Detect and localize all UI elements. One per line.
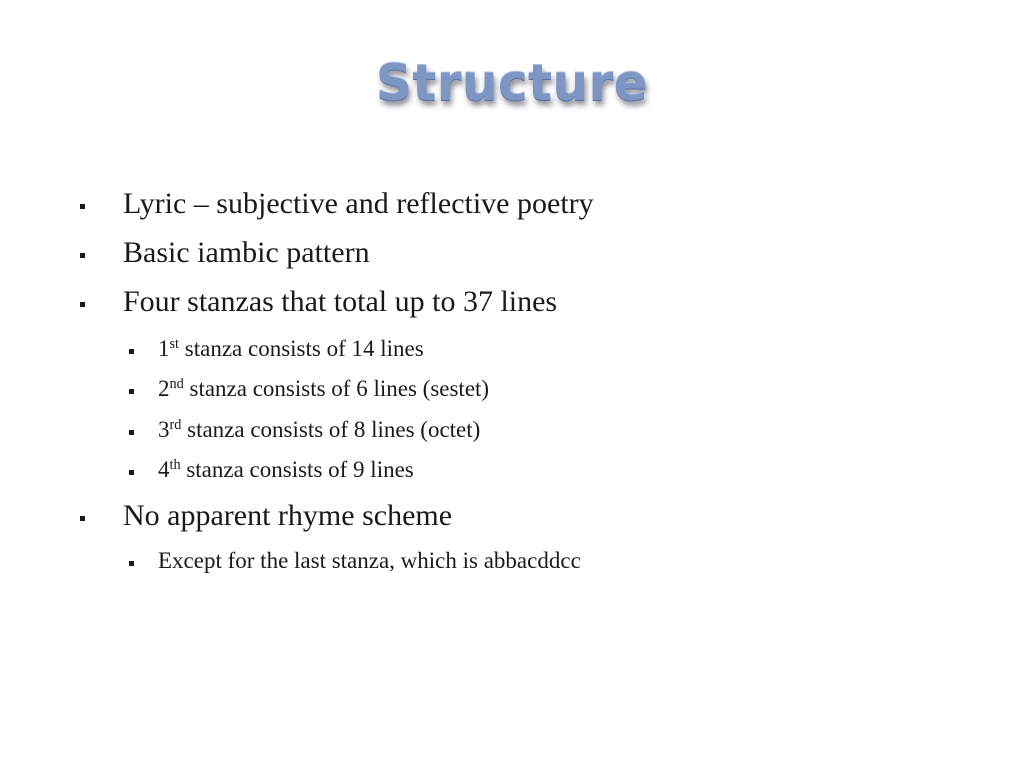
bullet-square-icon — [80, 253, 85, 258]
bullet-square-icon — [129, 561, 134, 566]
list-item-text: No apparent rhyme scheme — [123, 499, 453, 532]
ordinal-suffix: rd — [169, 417, 182, 434]
sub-list-item-text — [158, 374, 489, 404]
stanza-number: 1 — [158, 336, 170, 361]
bullet-square-icon — [80, 204, 85, 209]
ordinal-suffix: st — [169, 336, 180, 353]
bullet-square-icon — [129, 389, 134, 394]
stanza-number: 4 — [158, 457, 170, 482]
ordinal-suffix: nd — [169, 376, 184, 393]
ordinal-suffix: th — [169, 457, 181, 474]
stanza-number: 2 — [158, 376, 170, 401]
stanza-description: stanza consists of 14 lines — [179, 336, 424, 361]
list-item-text: Basic iambic pattern — [123, 236, 370, 269]
sub-list-item-text — [158, 455, 414, 485]
stanza-description: stanza consists of 6 lines (sestet) — [183, 376, 490, 401]
stanza-description: stanza consists of 9 lines — [180, 457, 414, 482]
list-item-text: Lyric – subjective and reflective poetry — [123, 187, 594, 220]
stanza-number: 3 — [158, 417, 170, 442]
bullet-square-icon — [80, 516, 85, 521]
bullet-square-icon — [129, 349, 134, 354]
slide-title: Structure — [375, 54, 649, 112]
stanza-description: stanza consists of 8 lines (octet) — [181, 417, 481, 442]
bullet-square-icon — [129, 470, 134, 475]
bullet-square-icon — [80, 302, 85, 307]
sub-list-item-text — [158, 334, 424, 364]
bullet-square-icon — [129, 430, 134, 435]
list-item-text: Four stanzas that total up to 37 lines — [123, 285, 558, 318]
sub-list-item-text: Except for the last stanza, which is abbacddcc — [158, 548, 581, 573]
sub-list-item-text — [158, 415, 480, 445]
